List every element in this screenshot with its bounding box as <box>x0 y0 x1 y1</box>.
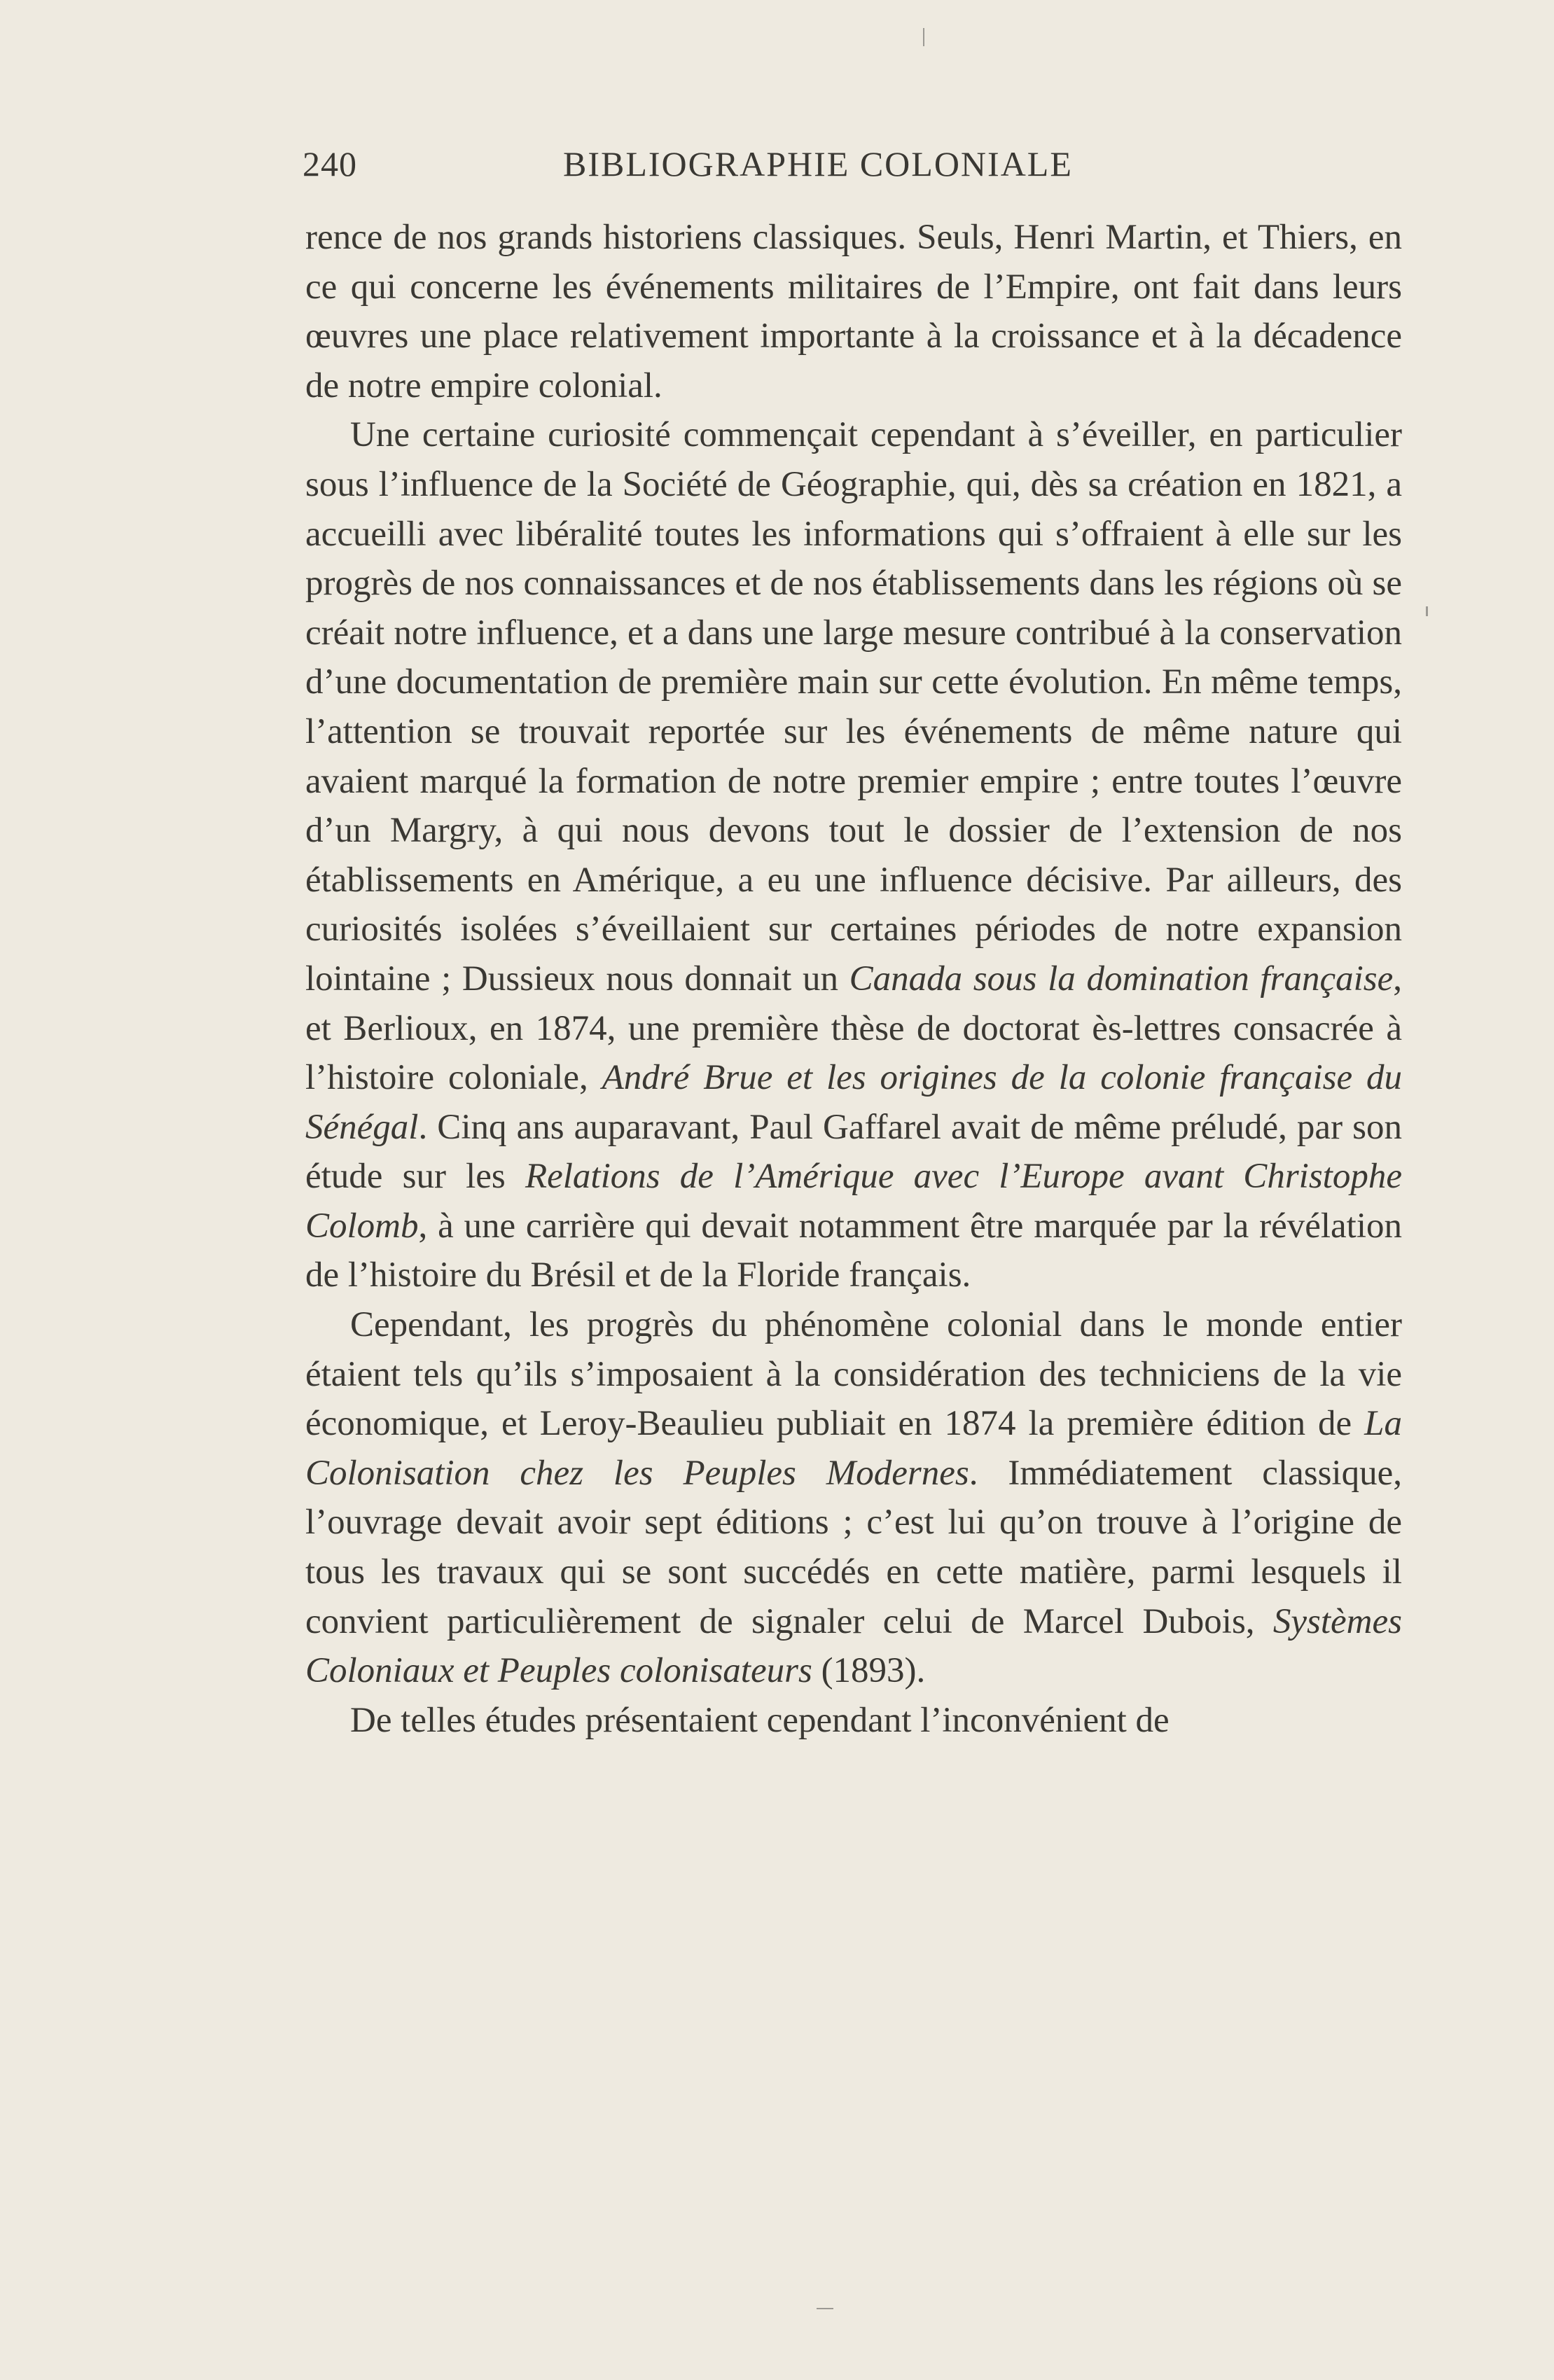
text-run: Une certaine curiosité commençait cependant à s’éveiller, en particulier sous l’influence de la Société de Géographie, qui, dès sa création en 1821, a accueilli avec libéralité toutes les informations qui s’offraient à elle sur les progrès de nos connaissances et de nos établissements dans les régions où se créait notre influence, et a dans une large mesure contribué à la conservation d’une documentation de première main sur cette évolution. En même temps, l’attention se trouvait reportée sur les événements de même nature qui avaient marqué la formation de notre premier empire ; entre toutes l’œuvre d’un Margry, à qui nous devons tout le dossier de l’extension de nos établissements en Amérique, a eu une influence décisive. Par ailleurs, des curiosités isolées s’éveillaient sur certaines périodes de notre expansion lointaine ; Dussieux nous donnait un <box>305 415 1402 998</box>
text-run: rence de nos grands historiens classiques. Seuls, Henri Martin, et Thiers, en ce qui concerne les événements militaires de l’Empire, ont fait dans leurs œuvres une place relativement importante à la croissance et à la décadence de notre empire colonial. <box>305 218 1402 405</box>
top-edge-mark <box>923 28 924 46</box>
text-run: Cependant, les progrès du phénomène colonial dans le monde entier étaient tels qu’ils s’imposaient à la considération des techniciens de la vie économique, et Leroy-Beaulieu publiait en 1874 la première édition de <box>305 1305 1402 1444</box>
italic-title: Relations de l’Amérique avec l’Europe avant Christophe Colomb <box>305 1157 1402 1246</box>
text-run: , et Berlioux, en 1874, une première thèse de doctorat ès-lettres consacrée à l’histoire coloniale, <box>305 959 1402 1098</box>
italic-title: Systèmes Coloniaux et Peuples colonisateurs <box>305 1601 1402 1691</box>
paragraph <box>305 213 1402 410</box>
paragraph <box>305 1300 1402 1696</box>
page-number: 240 <box>303 144 357 183</box>
text-run: . Immédiatement classique, l’ouvrage devait avoir sept éditions ; c’est lui qu’on trouve à l’origine de tous les travaux qui se sont succédés en cette matière, parmi lesquels il convient particulièrement de signaler celui de Marcel Dubois, <box>305 1453 1402 1641</box>
paragraph <box>305 410 1402 1300</box>
text-run: De telles études présentaient cependant l’inconvénient de <box>350 1700 1170 1740</box>
italic-title: Canada sous la domination française <box>849 959 1394 998</box>
italic-title: André Brue et les origines de la colonie française du Sénégal <box>305 1058 1403 1147</box>
paragraph <box>305 1696 1402 1746</box>
text-run: , à une carrière qui devait notamment être marquée par la révélation de l’histoire du Brésil et de la Floride français. <box>305 1206 1402 1295</box>
text-run: (1893). <box>812 1651 926 1691</box>
body-text <box>305 213 1402 1745</box>
running-title: BIBLIOGRAPHIE COLONIALE <box>563 144 1073 183</box>
text-run: . Cinq ans auparavant, Paul Gaffarel avait de même préludé, par son étude sur les <box>305 1107 1402 1197</box>
bottom-edge-mark <box>817 2308 833 2309</box>
italic-title: La Colonisation chez les Peuples Modernes <box>305 1404 1402 1493</box>
margin-mark <box>1426 606 1428 616</box>
page-header <box>303 144 1402 193</box>
